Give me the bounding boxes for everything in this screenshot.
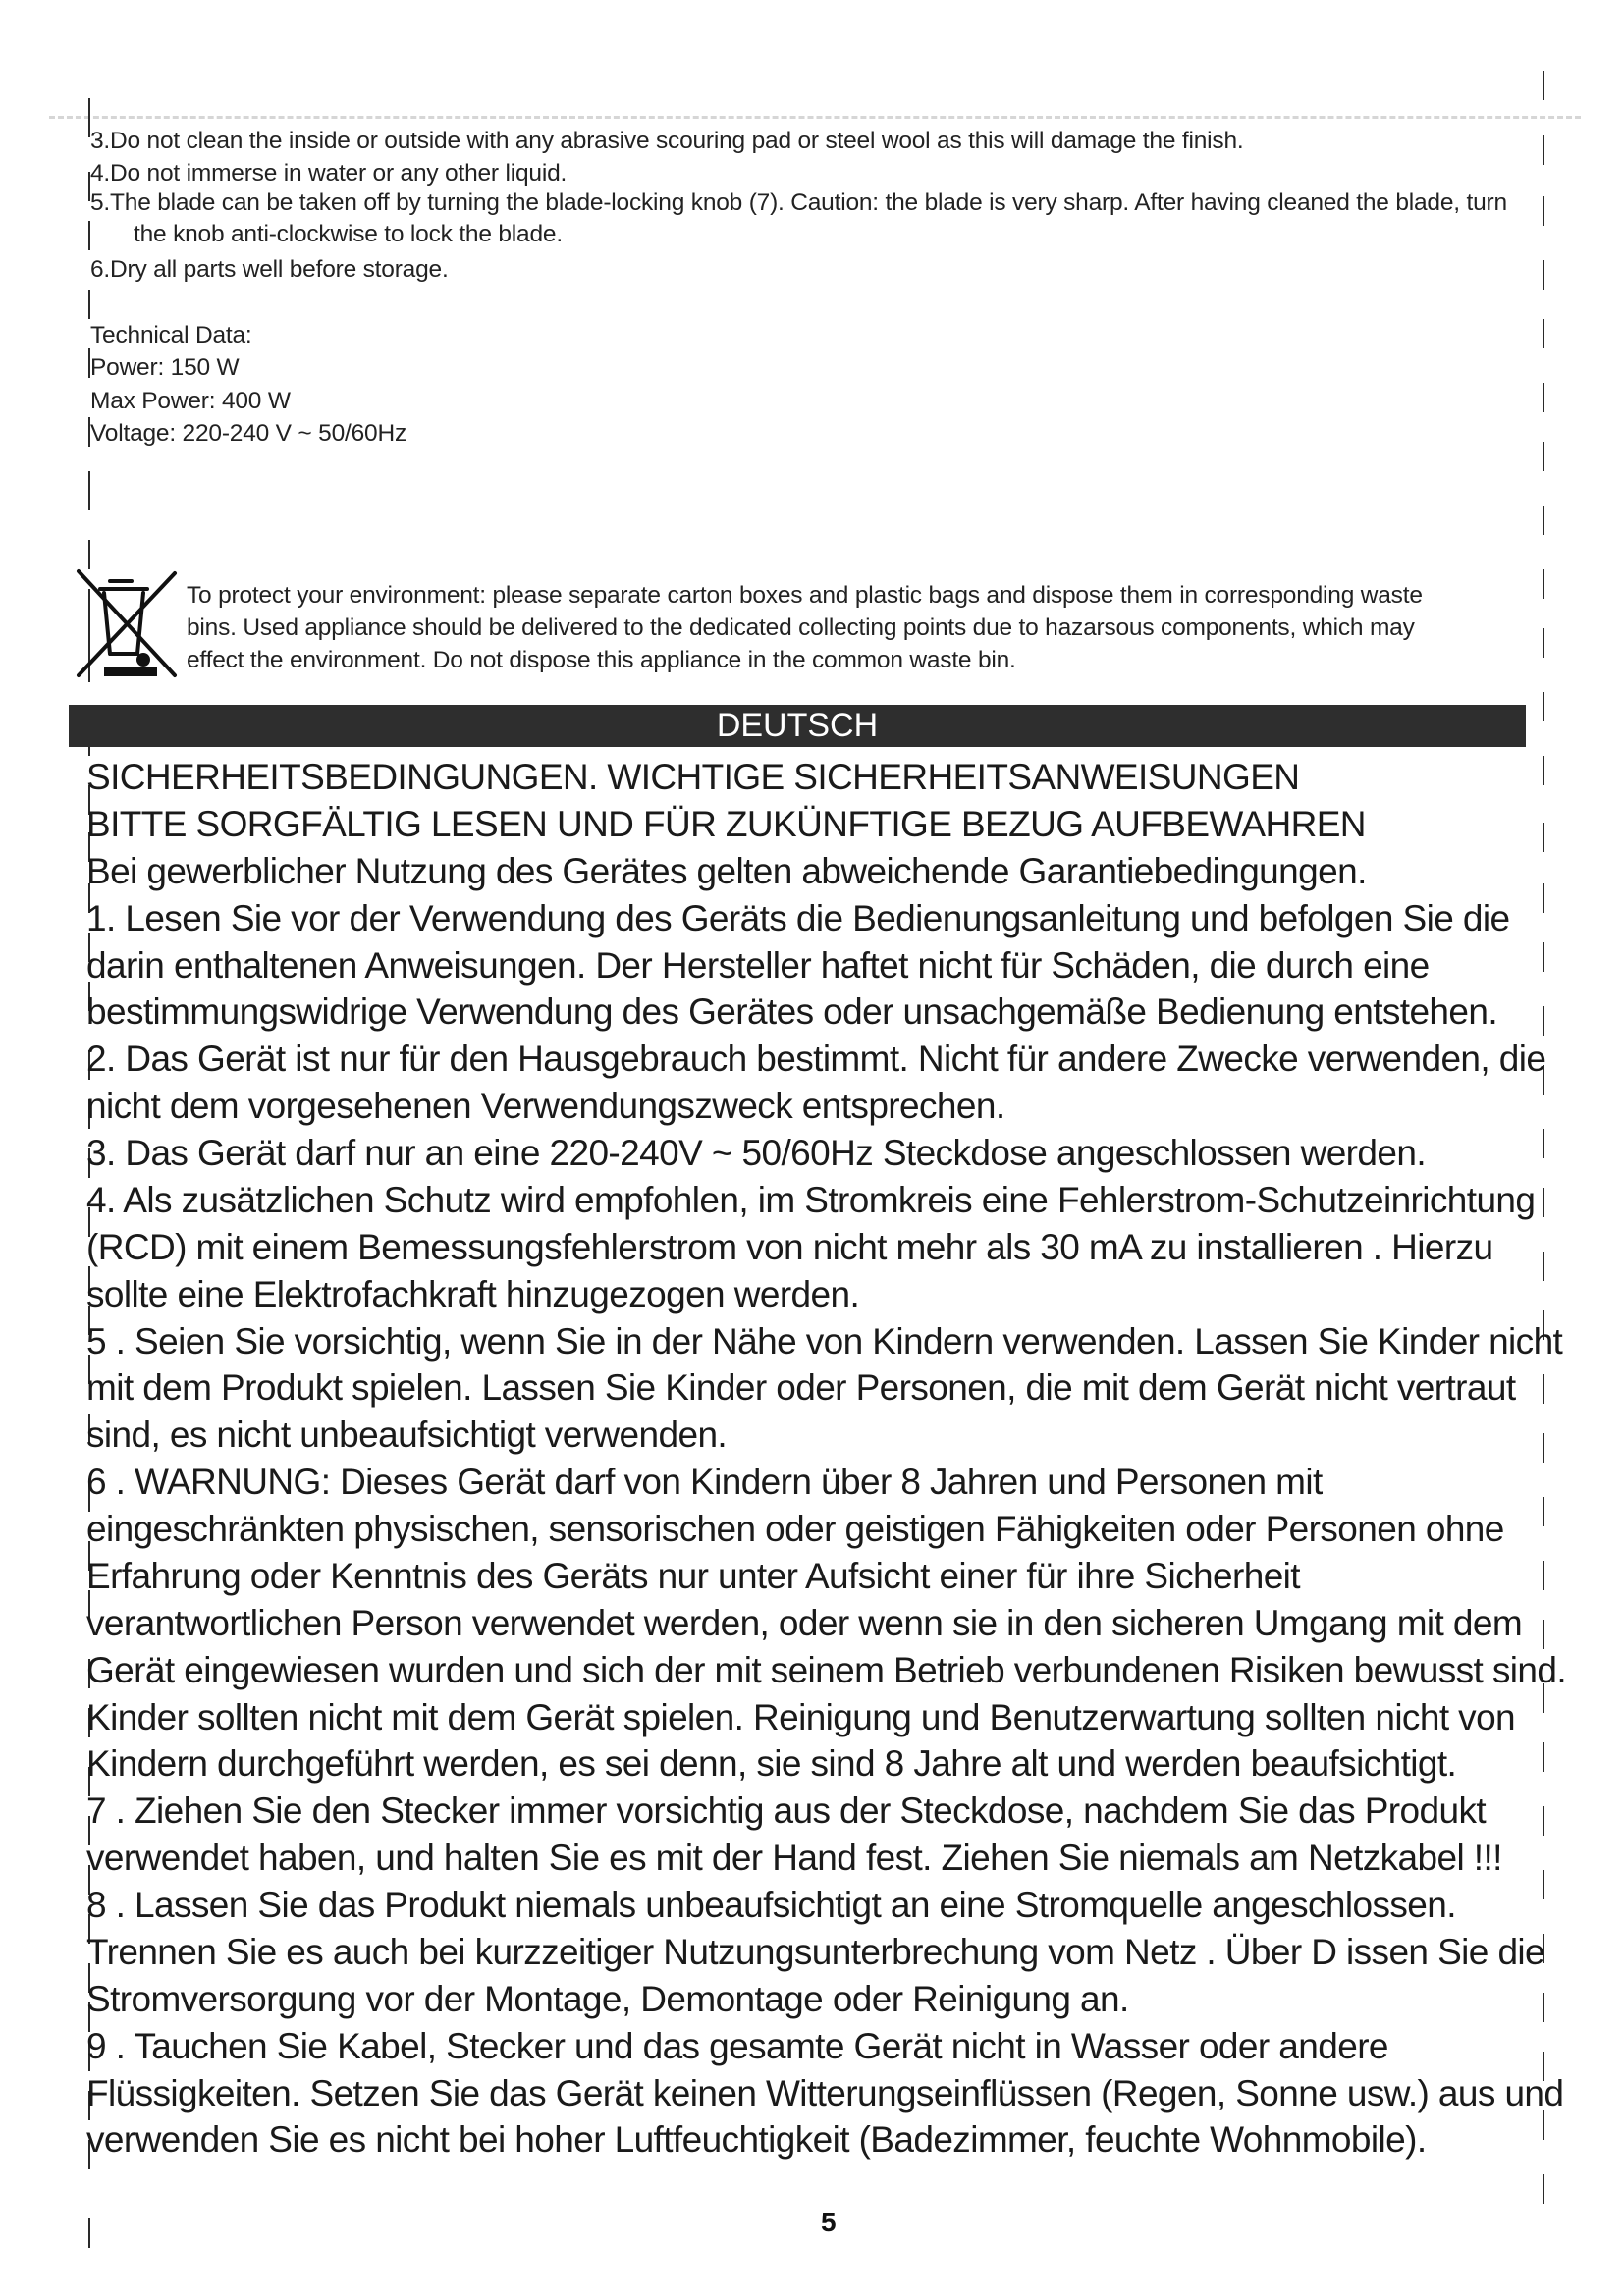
margin-tick — [88, 221, 90, 250]
german-line: Stromversorgung vor der Montage, Demontage oder Reinigung an. — [86, 1979, 1129, 2019]
margin-tick — [88, 471, 90, 510]
german-line: bestimmungswidrige Verwendung des Gerätes oder unsachgemäße Bedienung entstehen. — [86, 991, 1498, 1032]
german-line: 2. Das Gerät ist nur für den Hausgebrauch bestimmt. Nicht für andere Zwecke verwenden, die — [86, 1039, 1546, 1079]
page-number: 5 — [821, 2207, 837, 2237]
german-line: verwenden Sie es nicht bei hoher Luftfeuchtigkeit (Badezimmer, feuchte Wohnmobile). — [86, 2119, 1427, 2160]
margin-tick — [88, 540, 90, 569]
german-line: 1. Lesen Sie vor der Verwendung des Geräts die Bedienungsanleitung und befolgen Sie die — [86, 898, 1510, 938]
care-item-5-continued: the knob anti-clockwise to lock the blade. — [134, 221, 563, 247]
care-item-6: 6.Dry all parts well before storage. — [90, 256, 449, 283]
german-line: sollte eine Elektrofachkraft hinzugezogen werden. — [86, 1274, 860, 1314]
environment-line: To protect your environment: please separate carton boxes and plastic bags and dispose them in corresponding waste — [187, 582, 1423, 609]
technical-voltage: Voltage: 220-240 V ~ 50/60Hz — [90, 420, 406, 447]
margin-tick — [1543, 442, 1544, 471]
german-line: Trennen Sie es auch bei kurzzeitiger Nutzungsunterbrechung vom Netz . Über D issen Sie die — [86, 1932, 1545, 1972]
german-line: verantwortlichen Person verwendet werden, oder wenn sie in den sicheren Umgang mit dem — [86, 1603, 1523, 1643]
german-line: darin enthaltenen Anweisungen. Der Hersteller haftet nicht für Schäden, die durch eine — [86, 945, 1430, 986]
german-line: Flüssigkeiten. Setzen Sie das Gerät keinen Witterungseinflüssen (Regen, Sonne usw.) aus und — [86, 2073, 1564, 2113]
care-item-5: 5.The blade can be taken off by turning the blade-locking knob (7). Caution: the blade is very sharp. After having cleaned the blade, turn — [90, 189, 1507, 216]
german-line: 4. Als zusätzlichen Schutz wird empfohlen, im Stromkreis eine Fehlerstrom-Schutzeinrichtung — [86, 1180, 1536, 1220]
margin-tick — [1543, 506, 1544, 535]
german-line: eingeschränkten physischen, sensorischen oder geistigen Fähigkeiten oder Personen ohne — [86, 1509, 1504, 1549]
section-banner-deutsch: DEUTSCH — [69, 705, 1526, 747]
german-line: Bei gewerblicher Nutzung des Gerätes gelten abweichende Garantiebedingungen. — [86, 851, 1367, 891]
german-line: Kindern durchgeführt werden, es sei denn, sie sind 8 Jahre alt und werden beaufsichtigt. — [86, 1743, 1457, 1784]
care-item-4: 4.Do not immerse in water or any other liquid. — [90, 160, 568, 187]
margin-tick — [88, 290, 90, 319]
german-line: Gerät eingewiesen wurden und sich der mit seinem Betrieb verbundenen Risiken bewusst sind. — [86, 1650, 1567, 1690]
environment-line: effect the environment. Do not dispose this appliance in the common waste bin. — [187, 647, 1016, 673]
german-line: sind, es nicht unbeaufsichtigt verwenden. — [86, 1415, 728, 1455]
german-line: 7 . Ziehen Sie den Stecker immer vorsichtig aus der Steckdose, nachdem Sie das Produkt — [86, 1790, 1487, 1831]
margin-tick — [1543, 135, 1544, 165]
environment-notice — [187, 579, 1512, 676]
german-line: Erfahrung oder Kenntnis des Geräts nur unter Aufsicht einer für ihre Sicherheit — [86, 1556, 1300, 1596]
crossed-out-wheelie-bin-icon — [71, 567, 181, 683]
technical-data-heading: Technical Data: — [90, 322, 252, 348]
margin-tick — [1543, 260, 1544, 290]
german-line: mit dem Produkt spielen. Lassen Sie Kinder oder Personen, die mit dem Gerät nicht vertraut — [86, 1367, 1516, 1408]
dashed-top-rule — [49, 116, 1581, 119]
environment-line: bins. Used appliance should be delivered to the dedicated collecting points due to hazarsous components, which may — [187, 614, 1415, 641]
margin-tick — [1543, 71, 1544, 100]
margin-tick — [1543, 628, 1544, 658]
german-line: 9 . Tauchen Sie Kabel, Stecker und das gesamte Gerät nicht in Wasser oder andere — [86, 2026, 1388, 2066]
margin-tick — [1543, 569, 1544, 599]
german-line: (RCD) mit einem Bemessungsfehlerstrom von nicht mehr als 30 mA zu installieren . Hierzu — [86, 1227, 1493, 1267]
margin-tick — [1543, 2174, 1544, 2204]
german-line: 5 . Seien Sie vorsichtig, wenn Sie in der Nähe von Kindern verwenden. Lassen Sie Kinder nicht — [86, 1321, 1563, 1362]
margin-tick — [1543, 319, 1544, 348]
technical-max-power: Max Power: 400 W — [90, 388, 291, 414]
german-line: 6 . WARNUNG: Dieses Gerät darf von Kindern über 8 Jahren und Personen mit — [86, 1462, 1323, 1502]
care-item-3: 3.Do not clean the inside or outside with any abrasive scouring pad or steel wool as this will damage the finish. — [90, 128, 1244, 154]
margin-tick — [1543, 196, 1544, 226]
margin-tick — [1543, 383, 1544, 412]
german-line: verwendet haben, und halten Sie es mit der Hand fest. Ziehen Sie niemals am Netzkabel !!! — [86, 1838, 1502, 1878]
german-line: Kinder sollten nicht mit dem Gerät spielen. Reinigung und Benutzerwartung sollten nicht von — [86, 1697, 1516, 1737]
margin-tick — [1543, 692, 1544, 721]
german-line: SICHERHEITSBEDINGUNGEN. WICHTIGE SICHERHEITSANWEISUNGEN — [86, 757, 1300, 797]
margin-tick — [88, 2218, 90, 2248]
technical-power: Power: 150 W — [90, 354, 240, 381]
german-line: BITTE SORGFÄLTIG LESEN UND FÜR ZUKÜNFTIGE BEZUG AUFBEWAHREN — [86, 804, 1366, 844]
german-line: 8 . Lassen Sie das Produkt niemals unbeaufsichtigt an eine Stromquelle angeschlossen. — [86, 1885, 1456, 1925]
german-line: nicht dem vorgesehenen Verwendungszweck entsprechen. — [86, 1086, 1005, 1126]
german-line: 3. Das Gerät darf nur an eine 220-240V ~ 50/60Hz Steckdose angeschlossen werden. — [86, 1133, 1427, 1173]
